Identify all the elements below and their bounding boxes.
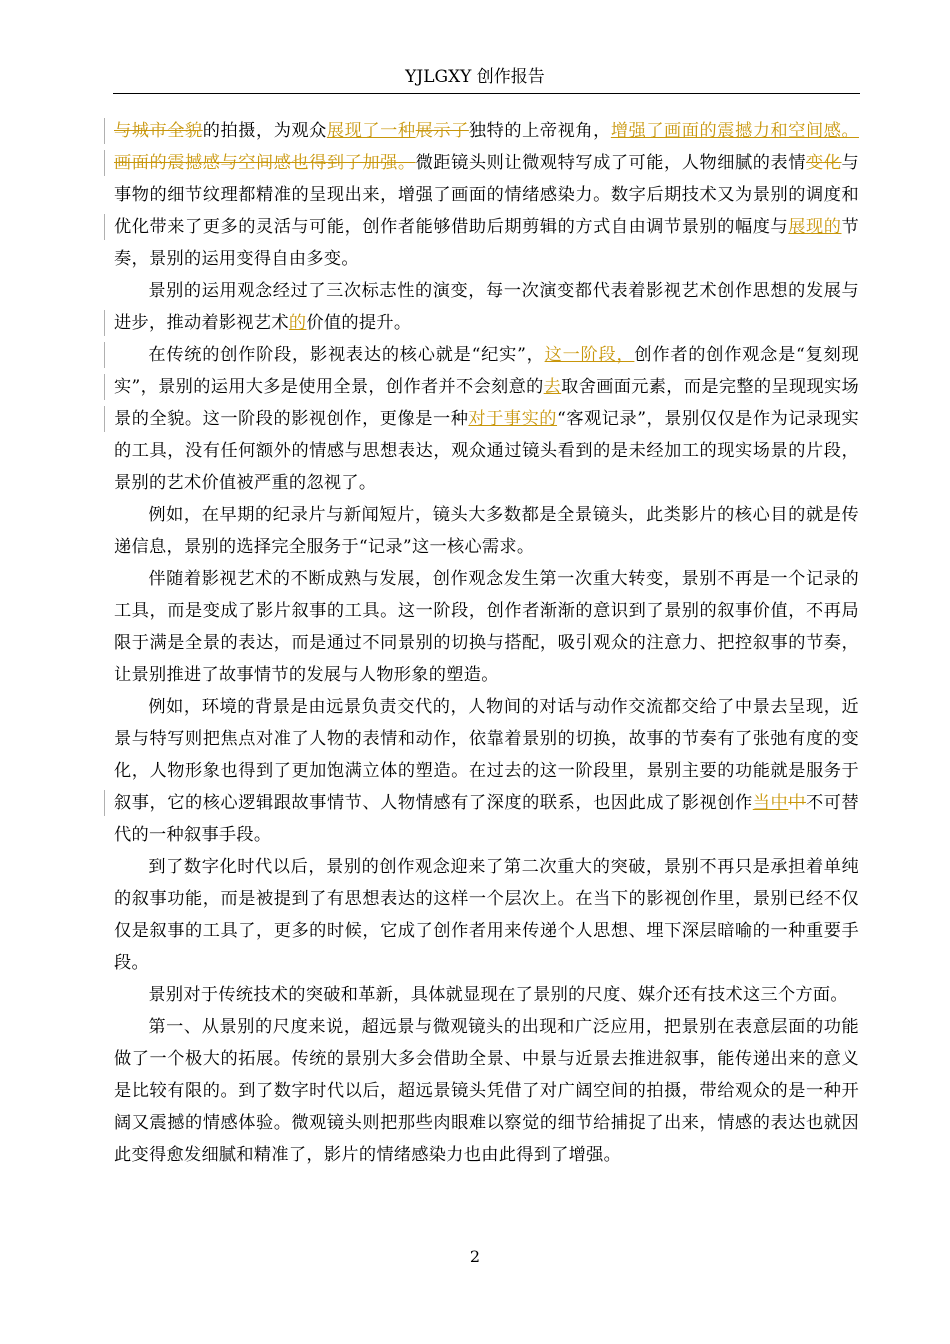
deleted-text: 画面的震撼感与空间感也得到了加强。 [114,153,416,173]
paragraph [114,275,859,339]
change-bar [104,118,105,144]
paragraph [114,691,859,851]
inserted-text: 增强了画面的震撼力和空间感。 [610,121,859,141]
document-body [114,115,859,1171]
inserted-text: 的 [288,313,307,333]
paragraph [114,1011,859,1171]
change-bar [104,406,105,432]
text-segment: 到了数字化时代以后，景别的创作观念迎来了第二次重大的突破，景别不再只是承担着单纯的叙事功能，而是被提到了有思想表达的这样一个层次上。在当下的影视创作里，景别已经不仅仅是叙事的工具了，更多的时候，它成了创作者用来传递个人思想、埋下深层暗喻的一种重要手段。 [114,857,859,973]
page-number: 2 [469,1247,481,1266]
deleted-text: 变化 [806,153,842,173]
text-segment: 微距镜头则让微观特写成了可能，人物细腻的表情 [415,153,806,173]
text-segment: 价值的提升。 [306,313,412,333]
text-segment: 景别的运用观念经过了三次标志性的演变，每一次演变都代表着影视艺术创作思想的发展与进步，推动着影视艺术 [114,281,859,333]
change-bar [104,374,105,400]
paragraph [114,115,859,275]
text-segment: 第一、从景别的尺度来说，超远景与微观镜头的出现和广泛应用，把景别在表意层面的功能做了一个极大的拓展。传统的景别大多会借助全景、中景与近景去推进叙事，能传递出来的意义是比较有限的。到了数字时代以后，超远景镜头凭借了对广阔空间的拍摄，带给观众的是一种开阔又震撼的情感体验。微观镜头则把那些肉眼难以察觉的细节给捕捉了出来，情感的表达也就因此变得愈发细腻和精准了，影片的情绪感染力也由此得到了增强。 [114,1017,859,1165]
text-segment: 景别对于传统技术的突破和革新，具体就显现在了景别的尺度、媒介还有技术这三个方面。 [148,985,848,1005]
text-segment: 与事物的细节纹理都精准的呈现出来，增强了画面的情绪感染力。数字后期技术又为景别的调度和优化带来了更多的灵活与可能，创作者能够借助后期剪辑的方式自由调节景别的幅度与 [114,153,859,237]
change-bar [104,150,105,176]
text-segment: 的拍摄，为观众 [202,121,327,141]
change-bar [104,310,105,336]
text-segment: 创作者的创作观念是“复刻现实”，景别的运用大多是使用全景，创作者并不会刻意的 [114,345,859,397]
paragraph [114,979,859,1011]
deleted-text: 与城市全貌 [114,121,203,141]
text-segment: “客观记录”，景别仅仅是作为记录现实的工具，没有任何额外的情感与思想表达，观众通过镜头看到的是未经加工的现实场景的片段，景别的艺术价值被严重的忽视了。 [114,409,859,493]
text-segment: 不可替代的一种叙事手段。 [114,793,859,845]
deleted-text: 展示了 [415,121,469,141]
paragraph [114,339,859,499]
inserted-text: 展现了一种 [326,121,416,141]
inserted-text: 展现的 [788,217,842,237]
change-bar [104,342,105,368]
running-header: YJLGXY 创作报告 [405,67,545,87]
inserted-text: 这一阶段， [544,345,635,365]
text-segment: 例如，在早期的纪录片与新闻短片，镜头大多数都是全景镜头，此类影片的核心目的就是传递信息，景别的选择完全服务于“记录”这一核心需求。 [114,505,859,557]
text-segment: 取舍画面元素，而是完整的呈现现实场景的全貌。这一阶段的影视创作，更像是一种 [114,377,859,429]
paragraph [114,499,859,563]
paragraph [114,851,859,979]
header-rule [113,93,860,94]
text-segment: 伴随着影视艺术的不断成熟与发展，创作观念发生第一次重大转变，景别不再是一个记录的工具，而是变成了影片叙事的工具。这一阶段，创作者渐渐的意识到了景别的叙事价值，不再局限于满是全景的表达，而是通过不同景别的切换与搭配，吸引观众的注意力、把控叙事的节奏，让景别推进了故事情节的发展与人物形象的塑造。 [114,569,859,685]
inserted-text: 当中 [752,793,789,813]
inserted-text: 去 [543,377,562,397]
text-segment: 在传统的创作阶段，影视表达的核心就是“纪实”， [148,345,545,365]
text-segment: 节奏，景别的运用变得自由多变。 [114,217,859,269]
deleted-text: 中 [788,793,807,813]
paragraph [114,563,859,691]
text-segment: 例如，环境的背景是由远景负责交代的，人物间的对话与动作交流都交给了中景去呈现，近景与特写则把焦点对准了人物的表情和动作，依靠着景别的切换，故事的节奏有了张弛有度的变化，人物形象也得到了更加饱满立体的塑造。在过去的这一阶段里，景别主要的功能就是服务于叙事，它的核心逻辑跟故事情节、人物情感有了深度的联系，也因此成了影视创作 [114,697,859,813]
text-segment: 独特的上帝视角， [468,121,611,141]
inserted-text: 对于事实的 [468,409,558,429]
change-bar [104,214,105,240]
change-bar [104,790,105,816]
